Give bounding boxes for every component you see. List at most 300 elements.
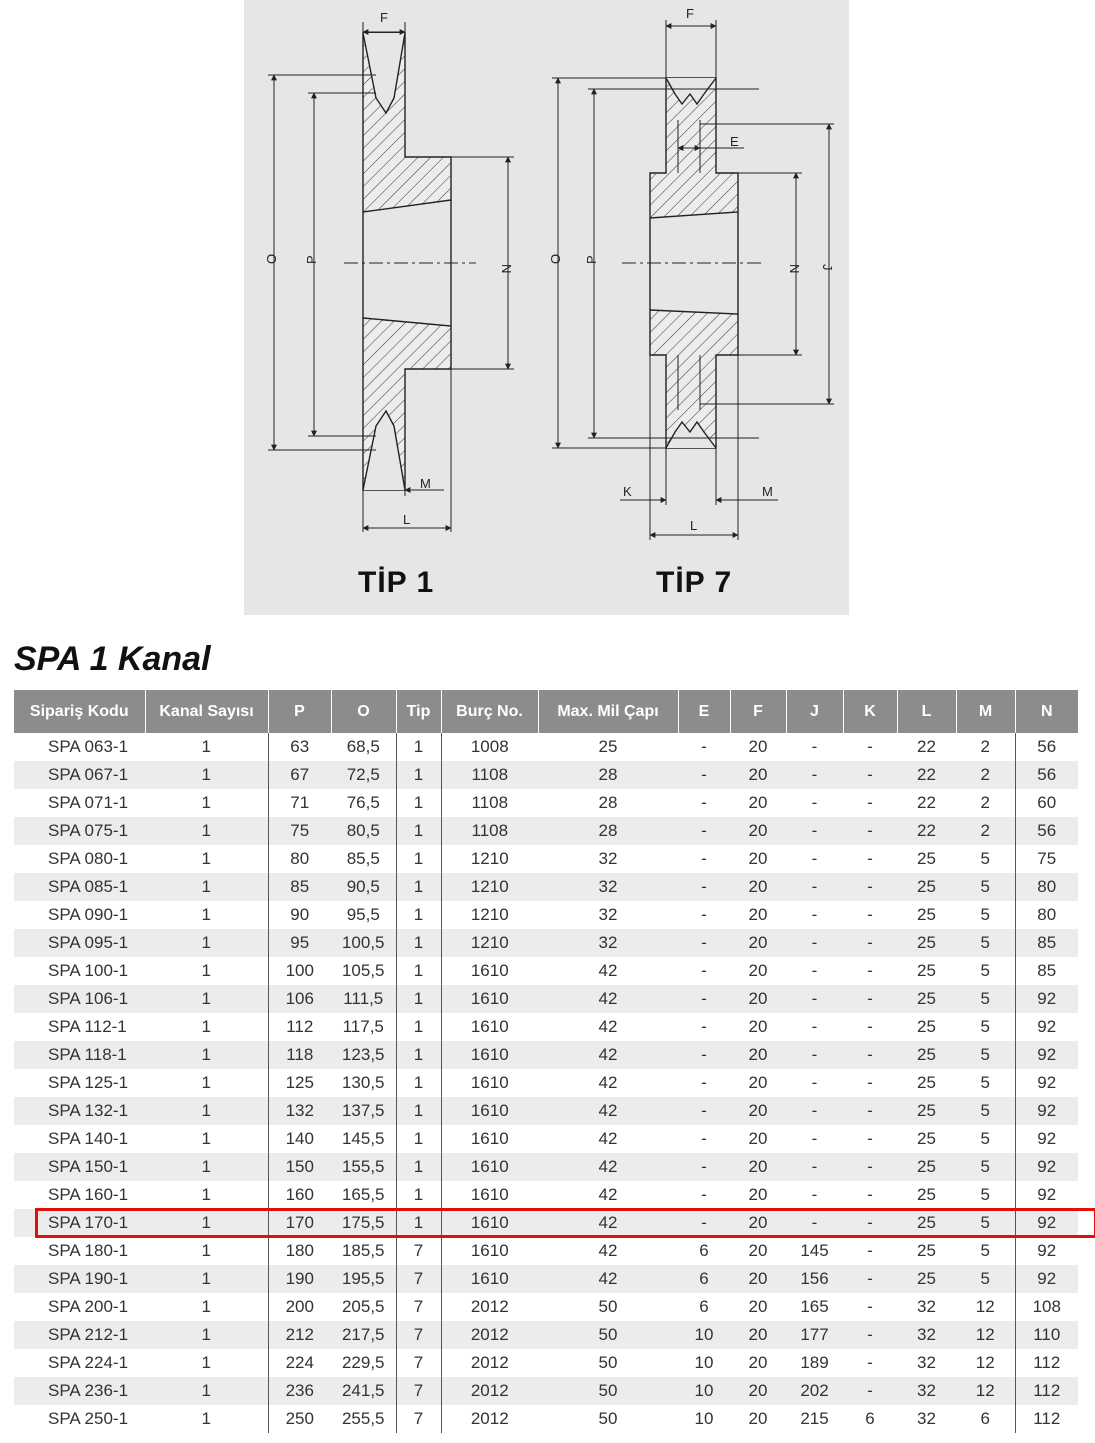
table-cell: 42 (598, 961, 618, 980)
table-cell: 175,5 (331, 1209, 396, 1237)
table-cell: 1 (145, 1041, 268, 1069)
table-cell: 92 (1015, 1153, 1078, 1181)
column-header: M (956, 690, 1015, 733)
table-cell: 92 (1015, 1041, 1078, 1069)
table-cell: 25 (917, 1017, 936, 1036)
table-cell: 20 (730, 761, 786, 789)
table-row (14, 1237, 1078, 1265)
table-cell: 42 (598, 1073, 618, 1092)
table-cell: 5 (980, 1185, 990, 1204)
table-row (14, 1125, 1078, 1153)
table-cell: - (786, 1153, 843, 1181)
table-cell: 160 (268, 1181, 331, 1209)
table-cell: - (811, 793, 818, 812)
table-cell: 7 (396, 1237, 441, 1265)
table-cell: 5 (980, 1129, 990, 1148)
table-cell: 150 (268, 1153, 331, 1181)
table-cell: 117,5 (342, 1017, 384, 1036)
table-cell: - (867, 849, 873, 868)
table-cell: SPA 212-1 (14, 1321, 145, 1349)
table-cell: 5 (956, 1097, 1015, 1125)
table-cell: 25 (897, 1041, 956, 1069)
table-cell: - (701, 793, 707, 812)
table-cell: - (786, 817, 843, 845)
table-cell: 202 (786, 1377, 843, 1405)
table-cell: 1 (396, 1069, 441, 1097)
table-cell: 90 (268, 901, 331, 929)
table-cell: 1210 (441, 901, 538, 929)
table-cell: 205,5 (341, 1297, 385, 1316)
table-cell: - (701, 1017, 707, 1036)
svg-text:F: F (380, 10, 388, 25)
table-cell: 1 (201, 737, 211, 756)
table-cell: 2012 (441, 1377, 538, 1405)
table-cell: 1 (396, 1125, 441, 1153)
table-cell: - (786, 761, 843, 789)
table-cell: - (867, 905, 873, 924)
table-row (14, 1069, 1078, 1097)
table-cell: - (786, 985, 843, 1013)
table-cell: - (867, 961, 873, 980)
table-cell: 20 (730, 1153, 786, 1181)
table-cell: 25 (917, 1129, 936, 1148)
table-cell: 1 (396, 845, 441, 873)
svg-text:K: K (623, 484, 632, 499)
table-cell: 1 (201, 1073, 211, 1092)
table-cell: 20 (730, 1321, 786, 1349)
table-cell: 50 (538, 1377, 678, 1405)
table-cell: SPA 118-1 (14, 1041, 145, 1069)
table-cell: 85 (1015, 929, 1078, 957)
table-cell: 80,5 (331, 817, 396, 845)
table-title: SPA 1 Kanal (14, 640, 211, 678)
column-header: E (678, 690, 730, 733)
table-cell: 25 (897, 873, 956, 901)
table-cell: 1 (201, 1017, 211, 1036)
table-cell: - (678, 761, 730, 789)
table-cell: 42 (598, 1185, 618, 1204)
table-cell: 20 (748, 737, 768, 756)
table-cell: - (678, 1153, 730, 1181)
table-row (14, 1013, 1078, 1041)
table-cell: 2 (980, 793, 990, 812)
table-cell: 25 (897, 1209, 956, 1237)
table-cell: 1 (145, 1153, 268, 1181)
table-cell: 1 (396, 1097, 441, 1125)
table-cell: 155,5 (331, 1153, 396, 1181)
table-cell: 25 (897, 1265, 956, 1293)
table-cell: 20 (730, 1097, 786, 1125)
tip7-drawing (552, 20, 834, 540)
table-cell: 125 (268, 1069, 331, 1097)
table-cell: - (867, 1297, 873, 1316)
table-cell: - (701, 905, 707, 924)
table-cell: 217,5 (331, 1321, 396, 1349)
table-cell: - (867, 1353, 873, 1372)
table-cell: 112 (1015, 1349, 1078, 1377)
table-cell: 7 (396, 1405, 441, 1433)
table-cell: - (843, 1097, 897, 1125)
table-cell: - (786, 873, 843, 901)
table-cell: 195,5 (331, 1265, 396, 1293)
table-cell: 12 (956, 1377, 1015, 1405)
table-cell: - (678, 1097, 730, 1125)
table-cell: - (786, 1097, 843, 1125)
table-cell: 1210 (441, 873, 538, 901)
table-cell: 20 (730, 985, 786, 1013)
table-cell: 25 (897, 985, 956, 1013)
table-cell: 241,5 (331, 1377, 396, 1405)
table-cell: 80 (268, 845, 331, 873)
table-cell: 1 (396, 1013, 441, 1041)
table-cell: - (843, 1321, 897, 1349)
table-cell: - (678, 929, 730, 957)
column-header: O (331, 690, 396, 733)
table-cell: 25 (897, 1153, 956, 1181)
table-cell: 95 (268, 929, 331, 957)
table-row (14, 1377, 1078, 1405)
table-cell: 42 (538, 985, 678, 1013)
table-cell: 1610 (441, 1097, 538, 1125)
table-cell: - (843, 761, 897, 789)
table-cell: - (811, 905, 818, 924)
table-cell: 10 (694, 1353, 714, 1372)
table-row (14, 985, 1078, 1013)
table-cell: 20 (730, 817, 786, 845)
table-cell: - (867, 1129, 873, 1148)
table-cell: 90,5 (331, 873, 396, 901)
table-cell: 22 (897, 761, 956, 789)
table-cell: 212 (268, 1321, 331, 1349)
table-cell: 1 (396, 1181, 441, 1209)
table-cell: - (843, 1153, 897, 1181)
table-cell: SPA 100-1 (48, 961, 129, 980)
table-cell: 112 (268, 1013, 331, 1041)
table-cell: SPA 112-1 (48, 1017, 127, 1036)
table-cell: 67 (268, 761, 331, 789)
table-cell: 112 (1015, 1405, 1078, 1433)
table-cell: 42 (538, 1153, 678, 1181)
svg-text:N: N (787, 264, 802, 274)
table-cell: 165,5 (341, 1185, 385, 1204)
table-cell: 5 (980, 1073, 990, 1092)
table-row (14, 845, 1078, 873)
svg-text:P: P (584, 255, 599, 264)
table-cell: 32 (598, 905, 618, 924)
table-cell: 42 (538, 1097, 678, 1125)
table-cell: SPA 106-1 (14, 985, 145, 1013)
table-cell: 1 (201, 1409, 211, 1428)
table-cell: 95,5 (346, 905, 380, 924)
table-cell: SPA 063-1 (48, 737, 129, 756)
table-cell: SPA 095-1 (14, 929, 145, 957)
table-cell: 2012 (441, 1405, 538, 1433)
table-cell: 1610 (441, 1209, 538, 1237)
table-cell: - (843, 1041, 897, 1069)
table-cell: 25 (897, 929, 956, 957)
svg-text:E: E (730, 134, 739, 149)
table-cell: 1610 (441, 1181, 538, 1209)
table-cell: 20 (748, 905, 768, 924)
column-header: Burç No. (441, 690, 538, 733)
table-cell: 1 (396, 1153, 441, 1181)
table-cell: 1610 (441, 1041, 538, 1069)
table-cell: 92 (1015, 1237, 1078, 1265)
table-cell: 1610 (441, 1125, 538, 1153)
table-cell: 1 (145, 817, 268, 845)
table-cell: 20 (748, 1017, 768, 1036)
table-cell: 236 (268, 1377, 331, 1405)
table-cell: 1 (145, 761, 268, 789)
table-row (14, 1293, 1078, 1321)
table-cell: 92 (1015, 1209, 1078, 1237)
table-cell: 6 (699, 1241, 709, 1260)
table-cell: 80 (1015, 873, 1078, 901)
table-cell: SPA 067-1 (14, 761, 145, 789)
table-cell: 1610 (441, 1069, 538, 1097)
column-header: N (1015, 690, 1078, 733)
table-cell: 111,5 (331, 985, 396, 1013)
table-cell: 1 (145, 985, 268, 1013)
table-row (14, 1153, 1078, 1181)
table-cell: SPA 200-1 (48, 1297, 129, 1316)
table-row (14, 1405, 1078, 1433)
table-cell: 20 (730, 1377, 786, 1405)
table-cell: 85,5 (346, 849, 380, 868)
table-cell: 1 (396, 761, 441, 789)
table-cell: 25 (917, 1185, 936, 1204)
table-cell: 190 (268, 1265, 331, 1293)
table-cell: 137,5 (331, 1097, 396, 1125)
table-cell: 1610 (441, 1265, 538, 1293)
table-cell: 1 (396, 985, 441, 1013)
table-cell: - (701, 961, 707, 980)
table-cell: 12 (975, 1297, 995, 1316)
table-cell: 25 (917, 905, 936, 924)
table-cell: 1 (201, 1185, 211, 1204)
table-cell: 189 (800, 1353, 829, 1372)
table-cell: SPA 080-1 (48, 849, 129, 868)
table-cell: 1 (201, 1353, 211, 1372)
table-cell: 50 (598, 1353, 618, 1372)
table-cell: 5 (980, 1017, 990, 1036)
technical-drawing (244, 0, 849, 615)
svg-text:J: J (820, 264, 835, 271)
table-cell: 63 (268, 733, 331, 761)
table-cell: SPA 170-1 (14, 1209, 145, 1237)
table-cell: 1 (201, 849, 211, 868)
table-cell: 68,5 (346, 737, 380, 756)
table-cell: - (701, 1129, 707, 1148)
table-cell: 32 (538, 873, 678, 901)
table-row (14, 1181, 1078, 1209)
table-row (14, 901, 1078, 929)
table-cell: 92 (1015, 1069, 1078, 1097)
table-cell: SPA 125-1 (48, 1073, 129, 1092)
table-cell: 20 (730, 1041, 786, 1069)
table-cell: - (811, 961, 818, 980)
table-cell: 185,5 (341, 1241, 385, 1260)
table-cell: 92 (1015, 1125, 1078, 1153)
table-header-row (14, 690, 1078, 733)
table-cell: SPA 085-1 (14, 873, 145, 901)
column-header: F (730, 690, 786, 733)
table-cell: 28 (538, 761, 678, 789)
table-cell: 1108 (441, 789, 538, 817)
table-cell: 5 (980, 849, 990, 868)
table-cell: 255,5 (341, 1409, 385, 1428)
column-header: J (786, 690, 843, 733)
table-cell: 10 (694, 1409, 714, 1428)
table-cell: - (701, 737, 707, 756)
table-row (14, 1349, 1078, 1377)
table-cell: 25 (897, 1097, 956, 1125)
table-cell: - (843, 873, 897, 901)
table-cell: 28 (598, 793, 618, 812)
table-row (14, 789, 1078, 817)
table-cell: 25 (598, 737, 618, 756)
table-cell: 85 (1015, 957, 1078, 985)
table-row (14, 873, 1078, 901)
table-cell: 156 (786, 1265, 843, 1293)
table-cell: 1610 (441, 1237, 538, 1265)
svg-text:O: O (548, 253, 563, 264)
table-cell: 2012 (441, 1349, 538, 1377)
table-cell: 1 (396, 733, 441, 761)
table-cell: 1610 (441, 1013, 538, 1041)
table-cell: 1 (145, 1321, 268, 1349)
tip7-label: TİP 7 (656, 566, 733, 599)
table-cell: - (811, 849, 818, 868)
table-cell: SPA 224-1 (48, 1353, 129, 1372)
table-cell: 12 (956, 1321, 1015, 1349)
table-cell: 20 (730, 1265, 786, 1293)
table-cell: SPA 071-1 (48, 793, 129, 812)
table-cell: 200 (268, 1293, 331, 1321)
table-cell: 75 (1015, 845, 1078, 873)
table-cell: 1 (201, 961, 211, 980)
table-cell: 140 (268, 1125, 331, 1153)
table-cell: - (867, 1073, 873, 1092)
table-cell: SPA 075-1 (14, 817, 145, 845)
table-cell: - (867, 1185, 873, 1204)
table-cell: 1210 (441, 929, 538, 957)
table-cell: 32 (917, 1409, 936, 1428)
table-cell: - (811, 1073, 818, 1092)
table-cell: 1 (201, 1297, 211, 1316)
table-cell: 20 (748, 1409, 768, 1428)
table-cell: 32 (598, 849, 618, 868)
table-row (14, 1321, 1078, 1349)
table-cell: - (843, 985, 897, 1013)
table-row (14, 1265, 1078, 1293)
table-cell: SPA 190-1 (14, 1265, 145, 1293)
table-cell: 25 (917, 1073, 936, 1092)
svg-text:O: O (264, 253, 279, 264)
table-row (14, 957, 1078, 985)
table-cell: 85 (268, 873, 331, 901)
table-row (14, 1097, 1078, 1125)
table-cell: 224 (268, 1349, 331, 1377)
table-cell: - (867, 737, 873, 756)
table-cell: 1 (396, 817, 441, 845)
table-cell: 22 (917, 737, 936, 756)
table-row (14, 1209, 1078, 1237)
column-header: Kanal Sayısı (145, 690, 268, 733)
table-cell: 22 (917, 793, 936, 812)
table-cell: 92 (1015, 1097, 1078, 1125)
column-header: Max. Mil Çapı (538, 690, 678, 733)
table-cell: 5 (956, 1041, 1015, 1069)
table-cell: - (701, 1185, 707, 1204)
table-cell: 32 (917, 1353, 936, 1372)
table-cell: 20 (730, 1209, 786, 1237)
table-cell: - (811, 1129, 818, 1148)
table-cell: 110 (1015, 1321, 1078, 1349)
table-cell: 92 (1015, 1181, 1078, 1209)
table-cell: - (867, 1241, 873, 1260)
table-cell: 100 (268, 957, 331, 985)
table-cell: - (811, 737, 818, 756)
table-cell: 5 (980, 961, 990, 980)
table-cell: - (678, 1041, 730, 1069)
table-cell: 177 (786, 1321, 843, 1349)
table-cell: 20 (748, 1185, 768, 1204)
table-row (14, 733, 1078, 761)
table-cell: 180 (268, 1237, 331, 1265)
table-cell: 1 (396, 957, 441, 985)
table-cell: 25 (917, 1241, 936, 1260)
table-cell: 7 (396, 1265, 441, 1293)
table-cell: 1610 (441, 957, 538, 985)
table-cell: 5 (980, 1241, 990, 1260)
table-cell: SPA 140-1 (48, 1129, 129, 1148)
table-cell: 2 (956, 761, 1015, 789)
table-cell: 1 (145, 1209, 268, 1237)
table-cell: - (843, 929, 897, 957)
table-row (14, 817, 1078, 845)
table-cell: 71 (268, 789, 331, 817)
table-cell: 20 (748, 849, 768, 868)
table-cell: 42 (598, 1241, 618, 1260)
table-cell: 1 (396, 789, 441, 817)
table-cell: 1 (145, 873, 268, 901)
table-cell: 5 (956, 873, 1015, 901)
tip1-label: TİP 1 (358, 566, 435, 599)
table-cell: 20 (748, 1073, 768, 1092)
column-header: P (268, 690, 331, 733)
table-cell: 10 (678, 1321, 730, 1349)
table-cell: 20 (748, 1353, 768, 1372)
table-cell: - (786, 1209, 843, 1237)
table-cell: - (678, 817, 730, 845)
table-cell: 5 (956, 929, 1015, 957)
table-cell: 1 (145, 1265, 268, 1293)
table-cell: - (867, 793, 873, 812)
svg-text:P: P (304, 255, 319, 264)
table-cell: - (678, 873, 730, 901)
table-cell: 1108 (441, 817, 538, 845)
table-cell: 50 (598, 1409, 618, 1428)
table-cell: - (843, 1209, 897, 1237)
table-cell: 112 (1015, 1377, 1078, 1405)
table-cell: SPA 180-1 (48, 1241, 129, 1260)
table-cell: 42 (598, 1129, 618, 1148)
table-cell: 56 (1015, 761, 1078, 789)
column-header: L (897, 690, 956, 733)
table-cell: 2012 (441, 1321, 538, 1349)
table-cell: 1 (201, 905, 211, 924)
